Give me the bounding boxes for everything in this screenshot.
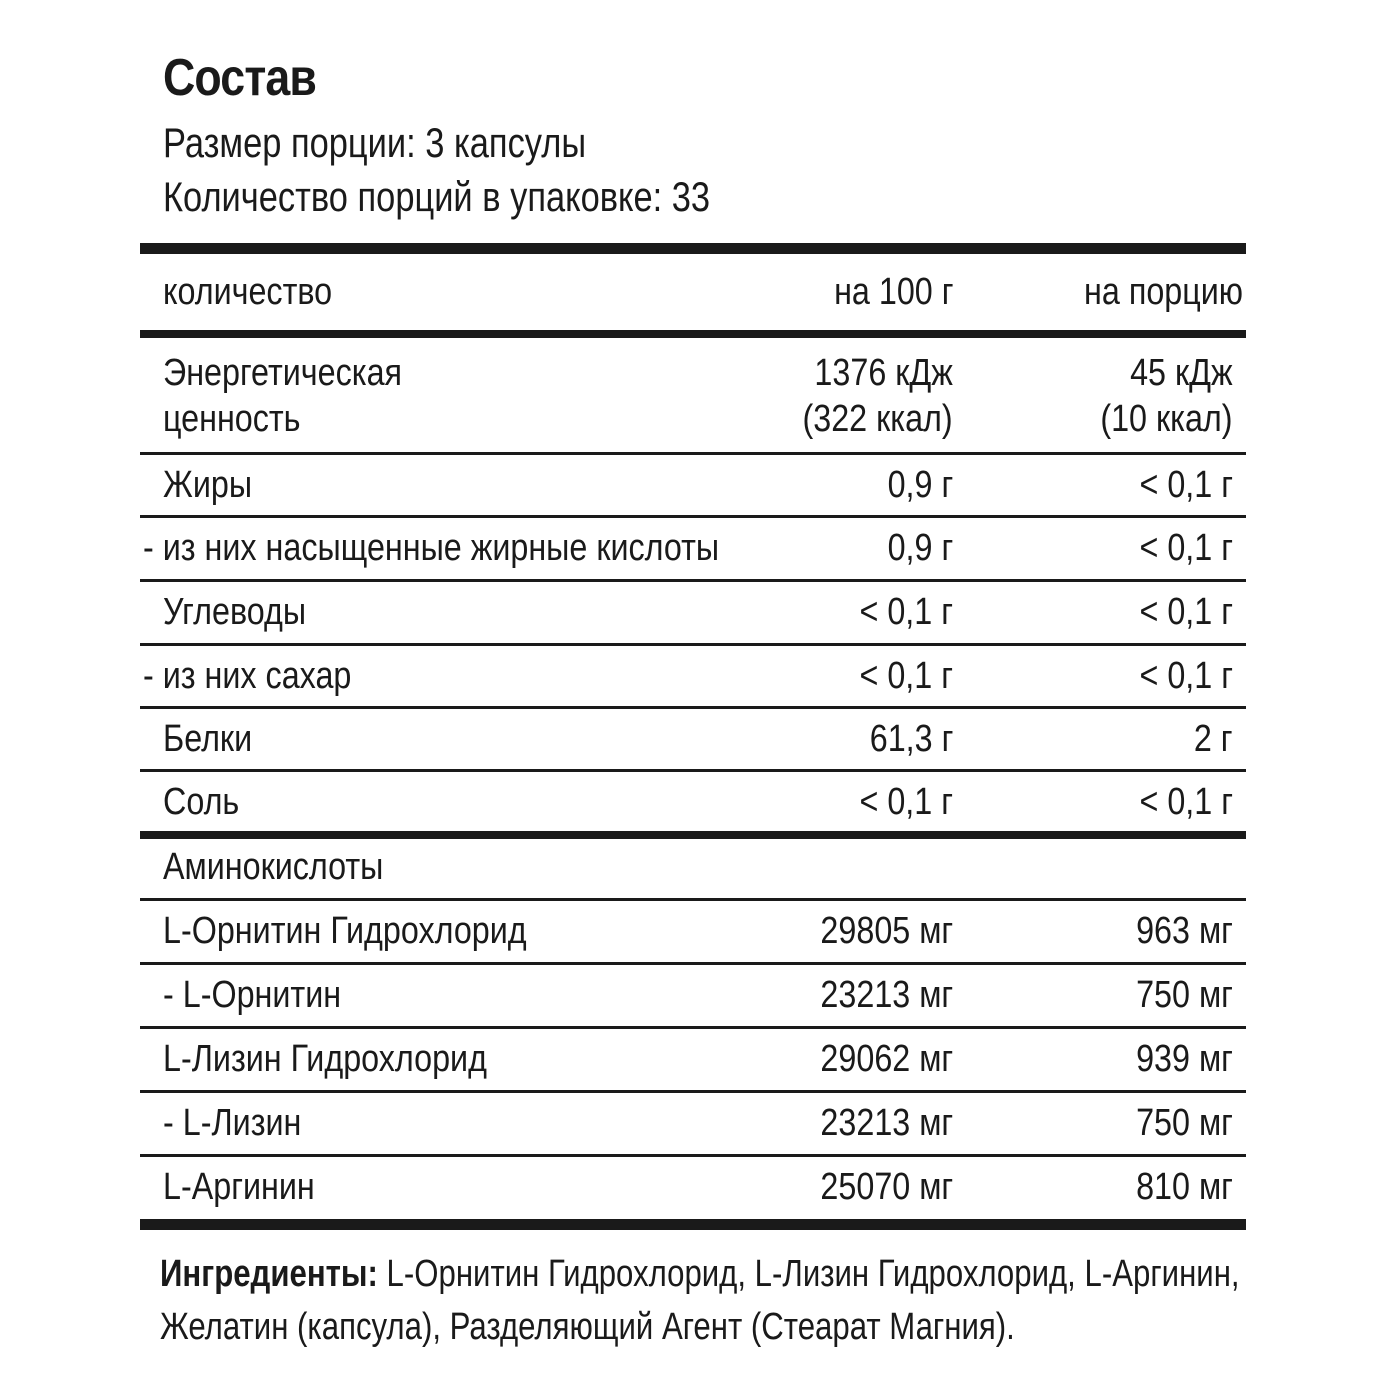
amino-per100: 23213 мг	[820, 974, 953, 1016]
ingredients-heading: Ингредиенты:	[160, 1253, 378, 1295]
energy-per100-kcal: (322 ккал)	[802, 398, 953, 440]
section-rule	[140, 831, 1246, 839]
amino-per100: 29062 мг	[820, 1038, 953, 1080]
nutrient-label: - из них насыщенные жирные кислоты	[143, 527, 720, 569]
servings-per-pack: Количество порций в упаковке: 33	[163, 173, 711, 220]
energy-label-1: Энергетическая	[163, 352, 403, 394]
table-row	[140, 709, 1246, 769]
energy-per-serving-kcal: (10 ккал)	[1100, 398, 1233, 440]
ingredients-text	[160, 1248, 1259, 1354]
nutrient-label: Белки	[163, 718, 253, 760]
amino-per100: 29805 мг	[820, 910, 953, 952]
nutrition-table	[140, 243, 1246, 1230]
amino-heading-row	[140, 839, 1246, 898]
table-header-row	[140, 254, 1246, 330]
energy-per100-kj: 1376 кДж	[814, 352, 953, 394]
nutrient-label: Соль	[163, 781, 240, 823]
nutrient-per100: < 0,1 г	[859, 781, 953, 823]
nutrient-label: - из них сахар	[143, 655, 352, 697]
nutrient-per-serving: < 0,1 г	[1139, 655, 1233, 697]
table-row	[140, 646, 1246, 706]
amino-heading: Аминокислоты	[163, 846, 384, 888]
table-row-energy	[140, 338, 1246, 452]
amino-label: L-Аргинин	[163, 1166, 315, 1208]
table-row	[140, 901, 1246, 962]
amino-per-serving: 750 мг	[1136, 1102, 1233, 1144]
nutrient-label: Углеводы	[163, 591, 307, 633]
header-label: количество	[163, 271, 333, 313]
table-row	[140, 518, 1246, 579]
amino-per-serving: 939 мг	[1136, 1038, 1233, 1080]
serving-size: Размер порции: 3 капсулы	[163, 119, 587, 166]
nutrient-per100: 61,3 г	[869, 718, 953, 760]
table-row	[140, 1093, 1246, 1154]
nutrient-label: Жиры	[163, 464, 253, 506]
nutrient-per-serving: < 0,1 г	[1139, 781, 1233, 823]
amino-per100: 23213 мг	[820, 1102, 953, 1144]
nutrient-per100: < 0,1 г	[859, 655, 953, 697]
energy-per-serving-kj: 45 кДж	[1130, 352, 1233, 394]
nutrient-per-serving: < 0,1 г	[1139, 527, 1233, 569]
amino-label: - L-Лизин	[163, 1102, 302, 1144]
table-row	[140, 772, 1246, 831]
amino-label: - L-Орнитин	[163, 974, 342, 1016]
table-row	[140, 965, 1246, 1026]
amino-per-serving: 810 мг	[1136, 1166, 1233, 1208]
page-title: Состав	[163, 49, 316, 107]
header-per100: на 100 г	[833, 271, 953, 313]
table-top-rule	[140, 243, 1246, 254]
amino-per-serving: 750 мг	[1136, 974, 1233, 1016]
nutrient-per-serving: < 0,1 г	[1139, 464, 1233, 506]
nutrient-per100: 0,9 г	[887, 464, 953, 506]
nutrient-per-serving: 2 г	[1194, 718, 1233, 760]
table-row	[140, 582, 1246, 643]
table-bottom-rule	[140, 1219, 1246, 1230]
amino-per100: 25070 мг	[820, 1166, 953, 1208]
ingredients-list: L-Орнитин Гидрохлорид, L-Лизин Гидрохлорид, L-Аргинин, Желатин (капсула), Разделяющий Агент (Стеарат Магния).	[160, 1253, 1240, 1348]
amino-per-serving: 963 мг	[1136, 910, 1233, 952]
table-row	[140, 1157, 1246, 1219]
nutrient-per100: < 0,1 г	[859, 591, 953, 633]
amino-label: L-Орнитин Гидрохлорид	[163, 910, 527, 952]
header-per-serving: на порцию	[1084, 271, 1243, 313]
header-rule	[140, 330, 1246, 338]
amino-label: L-Лизин Гидрохлорид	[163, 1038, 487, 1080]
nutrient-per-serving: < 0,1 г	[1139, 591, 1233, 633]
energy-label-2: ценность	[163, 398, 301, 440]
table-row	[140, 455, 1246, 515]
nutrient-per100: 0,9 г	[887, 527, 953, 569]
table-row	[140, 1029, 1246, 1090]
